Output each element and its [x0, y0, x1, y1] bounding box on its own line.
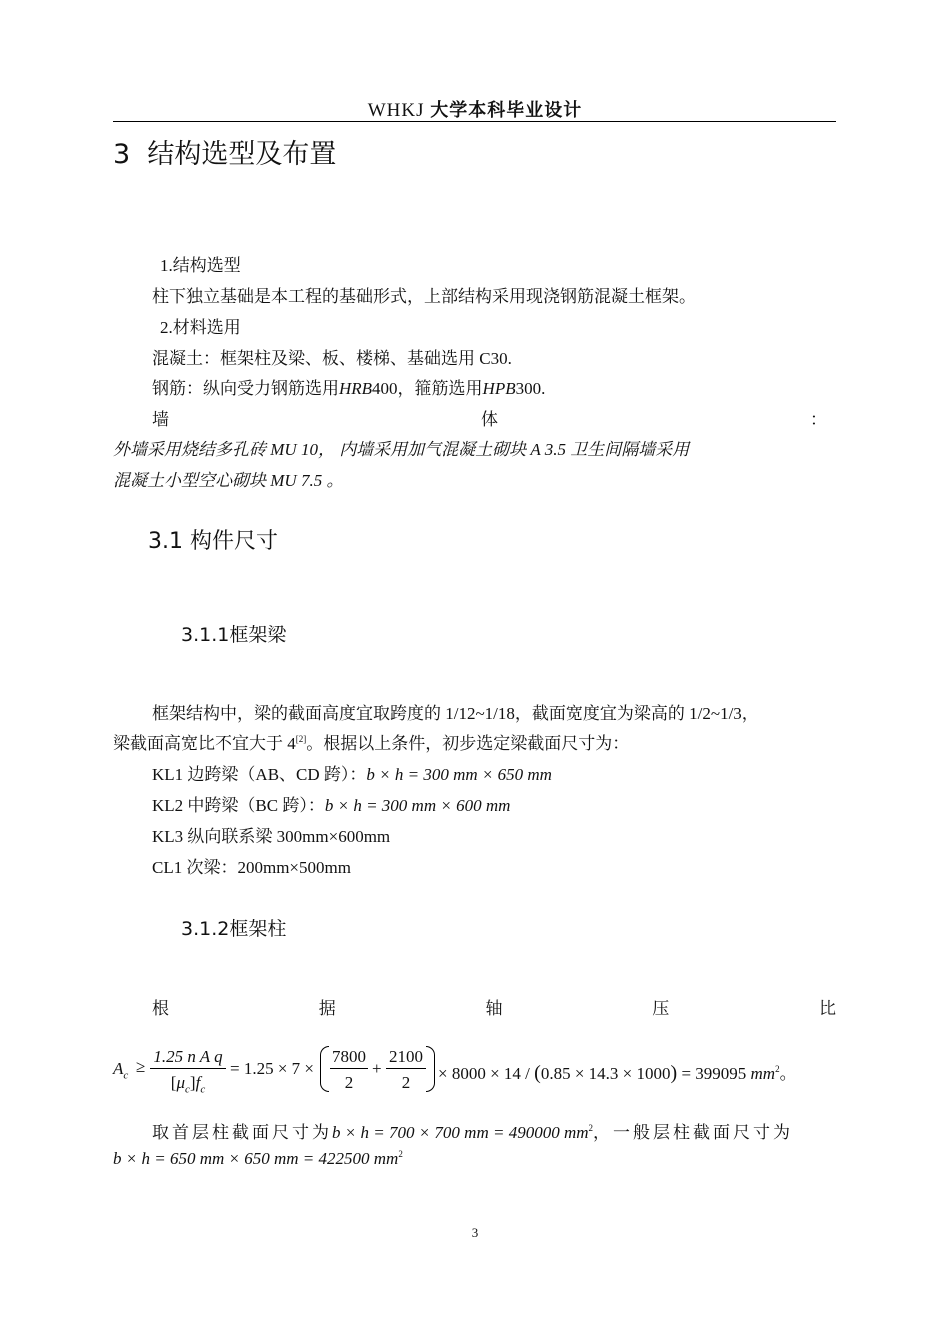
section-3-1-1-title: 3.1.1框架梁 — [181, 624, 287, 646]
header-title: 大学本科毕业设计 — [430, 100, 583, 121]
column-intro-line: 根 据 轴 压 比 — [152, 999, 836, 1018]
paragraph-concrete: 混凝土：框架柱及梁、板、楼梯、基础选用 C30. — [152, 349, 512, 368]
section-label-structure: 1.结构选型 — [160, 256, 241, 275]
paragraph-steel: 钢筋：纵向受力钢筋选用HRB400，箍筋选用HPB300. — [152, 379, 546, 398]
chapter-title — [113, 132, 336, 171]
beam-paragraph-line1: 框架结构中，梁的截面高度宜取跨度的 1/12~1/18，截面宽度宜为梁高的 1/2~1/3， — [152, 704, 759, 723]
page-header — [0, 96, 950, 122]
beam-kl2: KL2 中跨梁（BC 跨）：b × h = 300 mm × 600 mm — [152, 796, 511, 815]
chapter-title-text: 结构选型及布置 — [147, 139, 337, 170]
section-3-1-2-title: 3.1.2框架柱 — [181, 918, 287, 940]
paragraph-wall-label: 墙 体 ： — [152, 410, 827, 429]
page-number: 3 — [471, 1225, 479, 1240]
column-size-line2: b × h = 650 mm × 650 mm = 422500 $mm^2$ — [113, 1149, 403, 1168]
column-size-line1: 取首层柱截面尺寸为b × h = 700 × 700 mm = 490000 $mm^2$，一般层柱截面尺寸为 — [152, 1123, 793, 1142]
section-3-1-title: 3.1 构件尺寸 — [148, 529, 278, 554]
paragraph-wall-line2: 混凝土小型空心砌块 MU 7.5 。 — [113, 471, 344, 490]
paragraph-wall-line1: 外墙采用烧结多孔砖 MU 10， 内墙采用加气混凝土砌块 A 3.5 卫生间隔墙采用 — [113, 440, 690, 459]
header-rule — [113, 121, 836, 122]
paragraph-structure: 柱下独立基础是本工程的基础形式，上部结构采用现浇钢筋混凝土框架。 — [152, 287, 696, 306]
chapter-number: 3 — [113, 139, 131, 170]
header-prefix: WHKJ — [367, 100, 425, 121]
citation-ref: [2] — [295, 734, 307, 744]
beam-cl1: CL1 次梁：200mm×500mm — [152, 858, 351, 877]
beam-paragraph-line2: 梁截面高宽比不宜大于 4[2]。根据以上条件，初步选定梁截面尺寸为： — [113, 734, 630, 753]
beam-kl3: KL3 纵向联系梁 300mm×600mm — [152, 827, 391, 846]
beam-kl1: KL1 边跨梁（AB、CD 跨）：b × h = 300 mm × 650 mm — [152, 765, 552, 784]
section-label-materials: 2.材料选用 — [160, 318, 241, 337]
